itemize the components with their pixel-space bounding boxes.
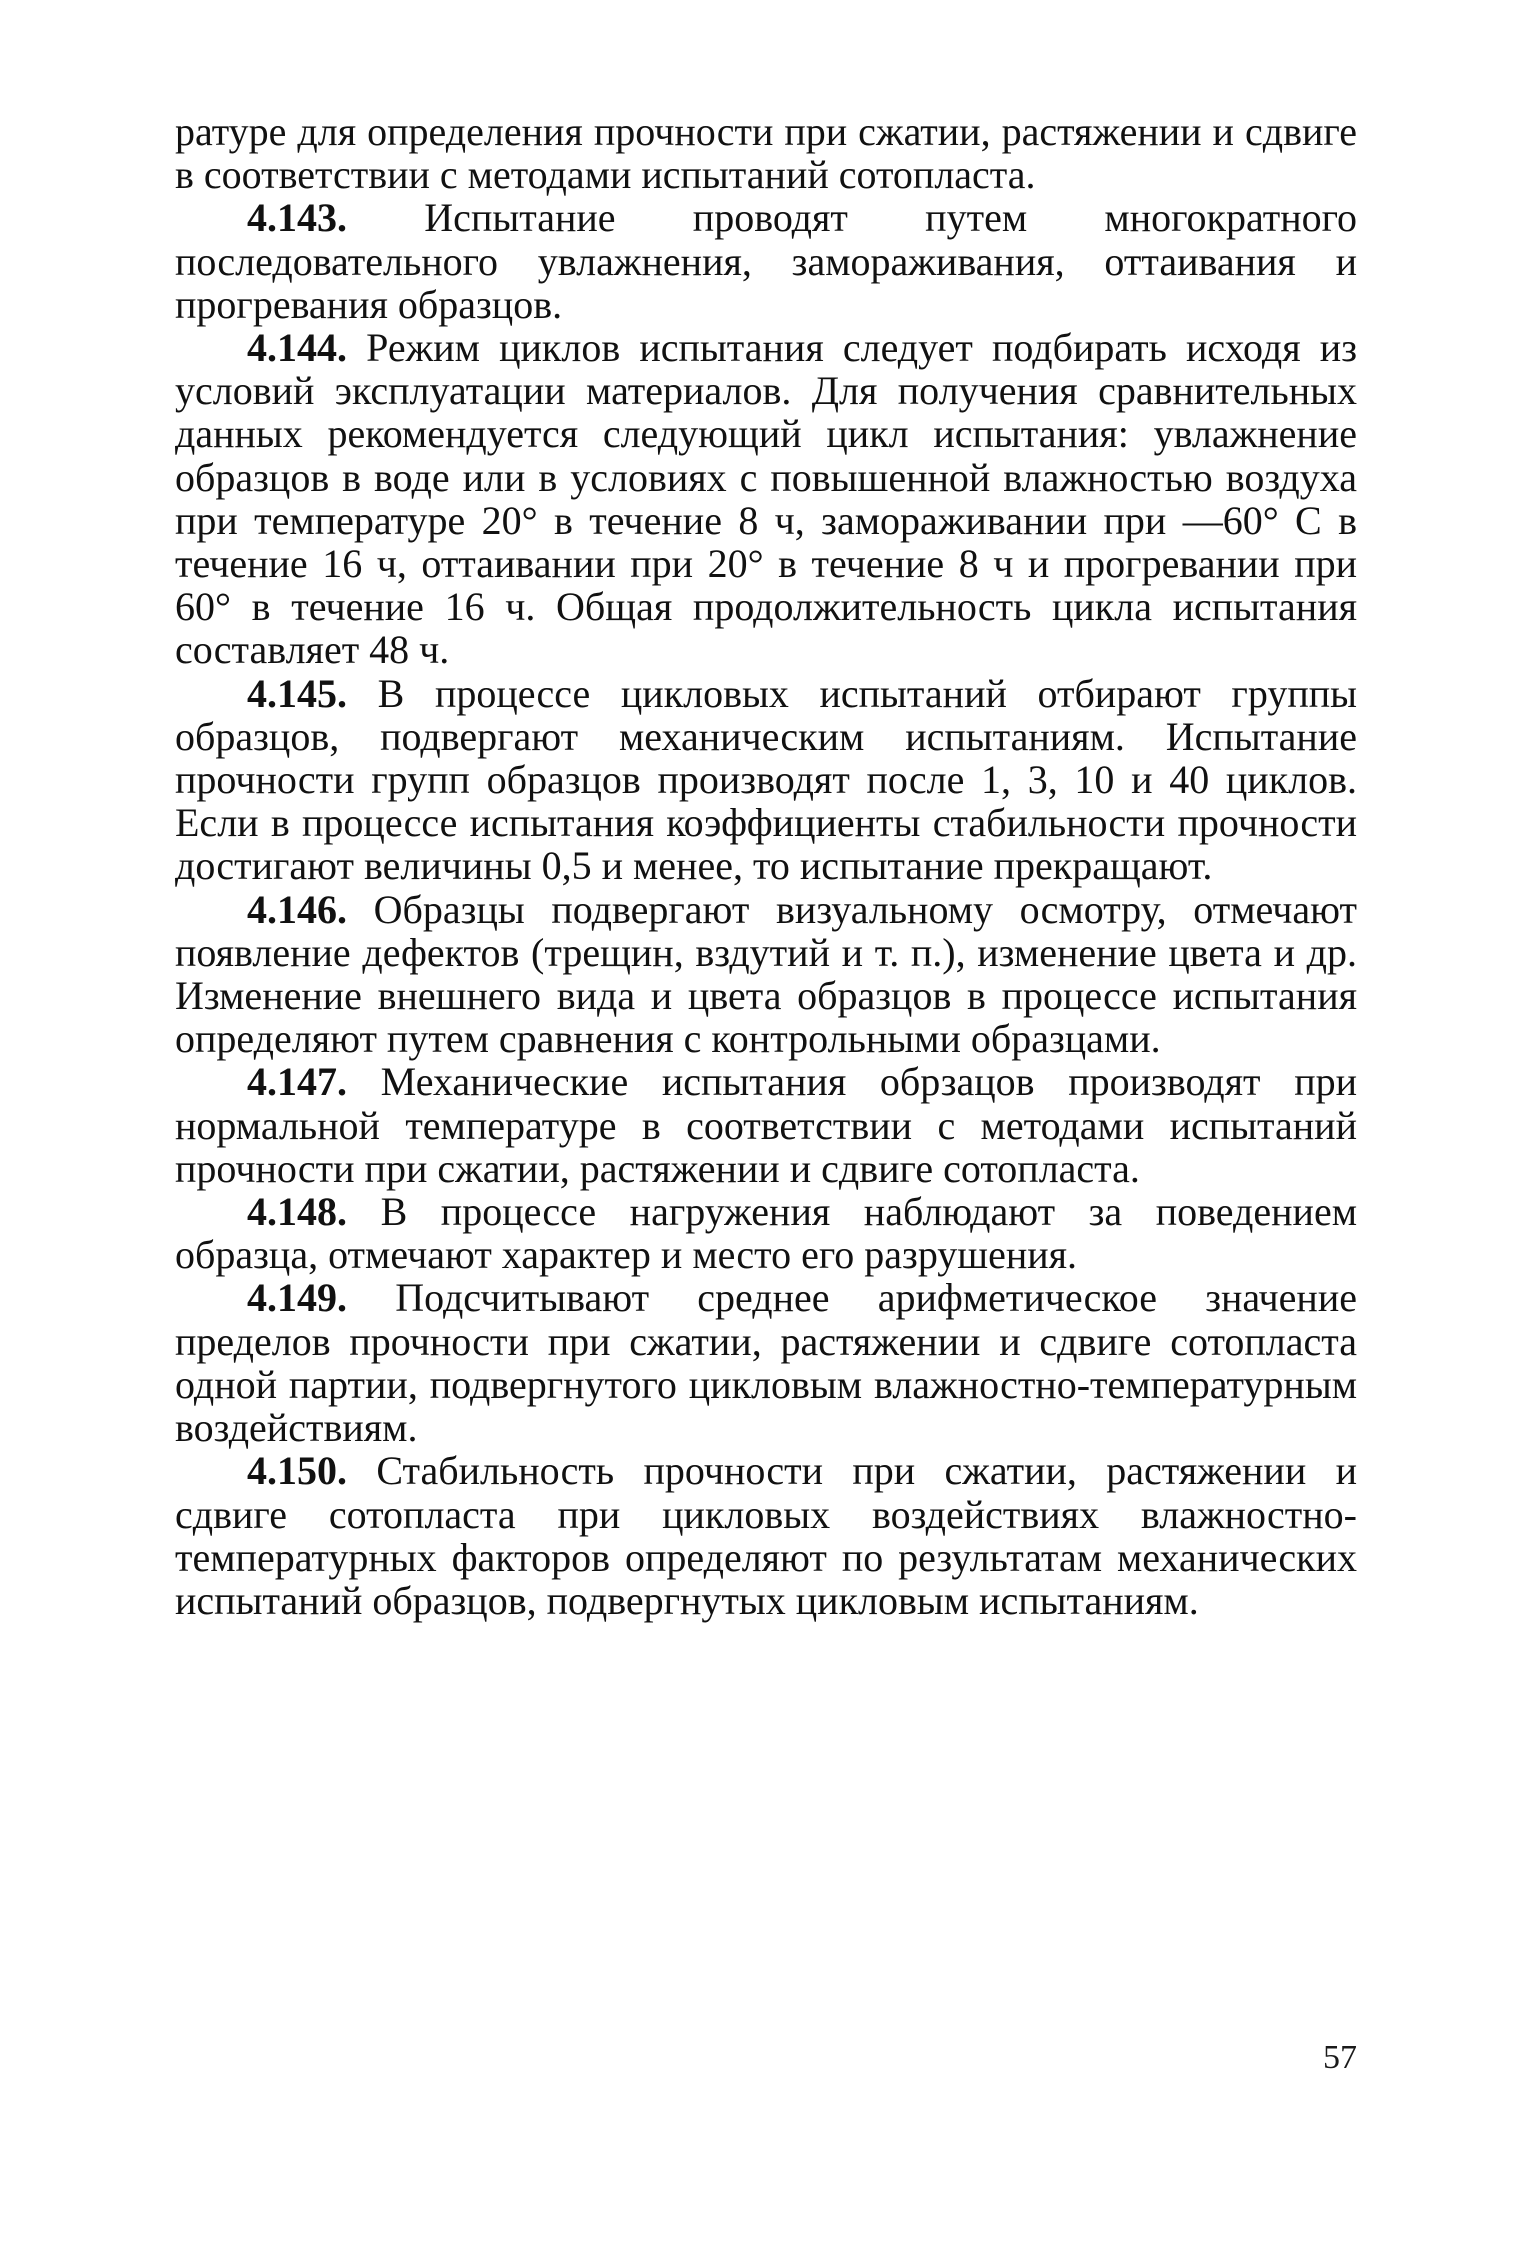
section-paragraph — [175, 326, 1357, 672]
section-text: Образцы подвергают визуальному осмотру, отмечают появление дефектов (трещин, вздутий и т. п.), изменение цвета и др. Изменение внешнего вида и цвета образцов в процессе испытания определяют путем сравнения с контрольными образцами. — [175, 886, 1358, 1062]
section-text: Режим циклов испытания следует подбирать исходя из условий эксплуатации материалов. Для получения сравнительных данных рекомендуется следующий цикл испытания: увлажнение образцов в воде или в условиях с повышенной влажностью воздуха при температуре 20° в течение 8 ч, замораживании при —60° С в течение 16 ч, оттаивании при 20° в течение 8 ч и прогревании при 60° в течение 16 ч. Общая продолжительность цикла испытания составляет 48 ч. — [175, 325, 1357, 673]
section-number: 4.149. — [247, 1275, 347, 1321]
section-paragraph — [175, 1190, 1357, 1276]
body-text — [175, 110, 1357, 1622]
section-number: 4.147. — [247, 1059, 347, 1105]
section-text: Стабильность прочности при сжатии, растяжении и сдвиге сотопласта при цикловых воздействиях влажностно-температурных факторов определяют по результатам механических испытаний образцов, подвергнутых цикловым испытаниям. — [175, 1448, 1358, 1623]
section-paragraph — [175, 672, 1357, 888]
section-paragraph — [175, 1060, 1357, 1190]
section-number: 4.150. — [247, 1448, 347, 1494]
document-page — [175, 110, 1357, 2170]
section-paragraph — [175, 1276, 1357, 1449]
section-text: Подсчитывают среднее арифметическое значение пределов прочности при сжатии, растяжении и сдвиге сотопласта одной партии, подвергнутого цикловым влажностно-температурным воздействиям. — [175, 1275, 1357, 1451]
section-number: 4.143. — [247, 195, 347, 241]
page-number: 57 — [1323, 2039, 1357, 2076]
section-text: В процессе нагружения наблюдают за поведением образца, отмечают характер и место его разрушения. — [175, 1189, 1358, 1278]
intro-paragraph: ратуре для определения прочности при сжатии, растяжении и сдвиге в соответствии с методами испытаний сотопласта. — [175, 109, 1357, 198]
section-number: 4.146. — [247, 886, 347, 932]
section-paragraph — [175, 888, 1357, 1061]
section-number: 4.148. — [247, 1189, 347, 1235]
section-text: Механические испытания обрзацов производят при нормальной температуре в соответствии с методами испытаний прочности при сжатии, растяжении и сдвиге сотопласта. — [175, 1059, 1358, 1191]
section-paragraph — [175, 1449, 1357, 1622]
section-number: 4.144. — [247, 325, 347, 371]
section-text: Испытание проводят путем многократного последовательного увлажнения, замораживания, оттаивания и прогревания образцов. — [175, 195, 1358, 327]
section-paragraph — [175, 196, 1357, 326]
section-number: 4.145. — [247, 670, 347, 716]
section-text: В процессе цикловых испытаний отбирают группы образцов, подвергают механическим испытаниям. Испытание прочности групп образцов производят после 1, 3, 10 и 40 циклов. Если в процессе испытания коэффициенты стабильности прочности достигают величины 0,5 и менее, то испытание прекращают. — [175, 670, 1358, 889]
